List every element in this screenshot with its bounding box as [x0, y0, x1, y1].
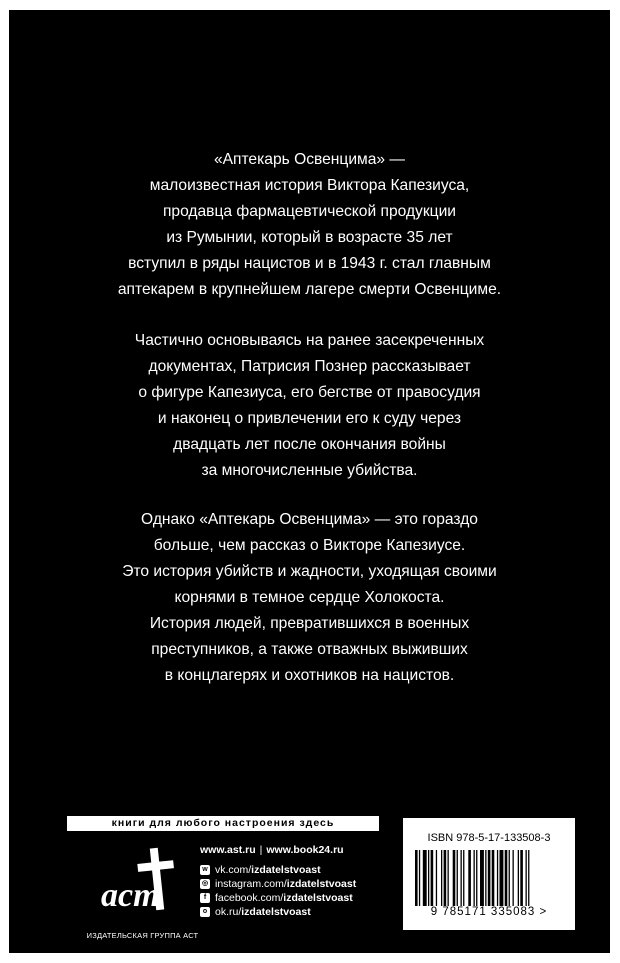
blurb-line: «Аптекарь Освенцима» — — [213, 151, 406, 168]
barcode-icon — [415, 850, 563, 906]
blurb-paragraph-3 — [9, 507, 610, 689]
link-separator: | — [259, 844, 263, 856]
blurb-line: Это история убийств и жадности, уходящая своими — [122, 563, 497, 580]
barcode-bar — [431, 850, 434, 906]
blurb-paragraph-1 — [9, 147, 610, 303]
barcode-bar — [468, 850, 471, 906]
barcode-bar — [480, 850, 484, 906]
publisher-links — [200, 841, 356, 919]
blurb-line: малоизвестная история Виктора Капезиуса, — [149, 177, 470, 194]
logo-wordmark: аст — [101, 877, 160, 914]
barcode-bar — [428, 850, 429, 906]
barcode-bar — [528, 850, 529, 906]
social-link-instagram[interactable] — [200, 877, 356, 891]
barcode-bar — [500, 850, 504, 906]
publisher-name: ИЗДАТЕЛЬСКАЯ ГРУППА АСТ — [86, 931, 199, 940]
blurb-paragraph-2 — [9, 328, 610, 484]
odnoklassniki-icon: o — [200, 907, 210, 917]
website-link-book24[interactable]: www.book24.ru — [266, 844, 344, 856]
social-link-facebook[interactable] — [200, 891, 356, 905]
blurb-line: из Румынии, который в возрасте 35 лет — [166, 229, 453, 246]
blurb-line: документах, Патрисия Познер рассказывает — [148, 358, 471, 375]
barcode-bar — [415, 850, 418, 906]
social-handle: izdatelstvoast — [251, 864, 321, 876]
barcode-bar — [461, 850, 462, 906]
barcode-bar — [474, 850, 475, 906]
barcode-digits: 9 785171 335083 > — [430, 906, 548, 918]
barcode-bar — [497, 850, 498, 906]
blurb-line: Однако «Аптекарь Освенцима» — это гораздо — [141, 511, 478, 528]
social-link-vk[interactable] — [200, 863, 356, 877]
barcode-bar — [419, 850, 420, 906]
blurb-line: двадцать лет после окончания войны — [173, 436, 446, 453]
cross-logo-icon — [87, 844, 207, 928]
book-back-cover — [9, 10, 610, 953]
barcode-bar — [448, 850, 449, 906]
barcode-bar — [492, 850, 495, 906]
blurb-line: преступников, а также отважных выживших — [151, 641, 468, 658]
website-links — [200, 841, 356, 859]
social-prefix: vk.com/ — [215, 864, 252, 876]
barcode-bar — [488, 850, 491, 906]
social-link-odnoklassniki[interactable] — [200, 905, 356, 919]
blurb-line: продавца фармацевтической продукции — [162, 203, 457, 220]
barcode-bar — [457, 850, 458, 906]
instagram-icon: ◎ — [201, 880, 209, 887]
facebook-icon: f — [200, 893, 210, 903]
isbn-barcode-box — [403, 818, 575, 930]
barcode-bar — [441, 850, 442, 906]
blurb-line: аптекарем в крупнейшем лагере смерти Освенциме. — [117, 281, 502, 298]
barcode-bar — [444, 850, 447, 906]
blurb-line: и наконец о привлечении его к суду через — [157, 410, 462, 427]
blurb-line: вступил в ряды нацистов и в 1943 г. стал главным — [128, 255, 491, 272]
social-prefix: instagram.com/ — [215, 878, 287, 890]
blurb-line: за многочисленные убийства. — [201, 462, 418, 479]
social-handle: izdatelstvoast — [286, 878, 357, 890]
barcode-bar — [520, 850, 523, 906]
barcode-bar — [526, 850, 527, 906]
barcode-bar — [513, 850, 514, 906]
social-prefix: facebook.com/ — [215, 892, 284, 904]
blurb-line: Частично основываясь на ранее засекреченных — [134, 332, 485, 349]
social-handle: izdatelstvoast — [283, 892, 353, 904]
blurb-line: корнями в темное сердце Холокоста. — [174, 589, 445, 606]
barcode-bar — [423, 850, 427, 906]
ast-logo — [87, 844, 207, 928]
vk-icon: w — [200, 865, 210, 875]
blurb-line: о фигуре Капезиуса, его бегстве от правосудия — [138, 384, 481, 401]
barcode-bar — [518, 850, 519, 906]
barcode-bar — [505, 850, 508, 906]
barcode-bar — [485, 850, 486, 906]
blurb-line: больше, чем рассказ о Викторе Капезиусе. — [153, 537, 466, 554]
social-handle: izdatelstvoast — [241, 906, 311, 918]
barcode-bar — [436, 850, 437, 906]
barcode-bar — [453, 850, 456, 906]
blurb-line: История людей, превратившихся в военных — [149, 615, 470, 632]
barcode-bar — [509, 850, 510, 906]
barcode-bar — [476, 850, 477, 906]
website-link-ast[interactable]: www.ast.ru — [200, 844, 256, 856]
social-prefix: ok.ru/ — [215, 906, 242, 918]
publisher-tagline: книги для любого настроения здесь — [67, 816, 379, 831]
isbn-label: ISBN 978-5-17-133508-3 — [427, 832, 551, 844]
blurb-line: в концлагерях и охотников на нацистов. — [164, 667, 455, 684]
barcode-bar — [463, 850, 464, 906]
